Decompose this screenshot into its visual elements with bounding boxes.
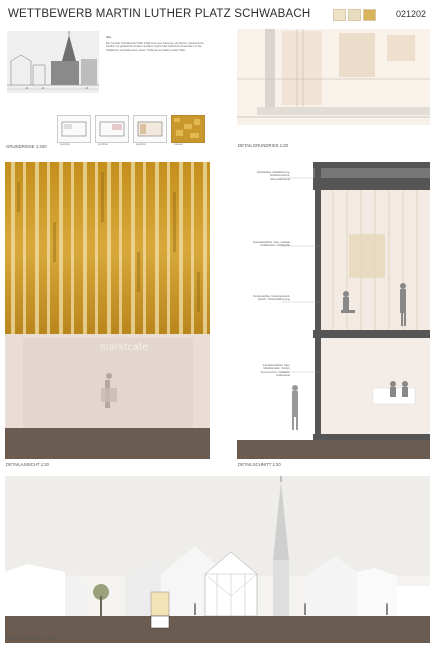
swatch-icon — [348, 9, 361, 21]
annotation-facade-lower: Fassadenaufbau: Glas, Metalllamellen, Sockel, Sonnenschutz, Gebäude-Außenwand — [260, 364, 290, 377]
thumb-caption: material — [174, 143, 183, 146]
label-detailgrundriss: DETAILGRUNDRISS 1:20 — [238, 143, 289, 148]
thumb-caption: grundriss — [60, 143, 70, 146]
label-detailschnitt: DETAILSCHNITT 1:20 — [238, 462, 281, 467]
page-title: WETTBEWERB MARTIN LUTHER PLATZ SCHWABACH — [8, 8, 311, 20]
project-number: 021202 — [396, 9, 427, 19]
floor-plan-thumb — [133, 115, 167, 143]
annotation-roof: Dachaufbau: Metalldeckung, Stahlbetondecke, Wärmedämmung — [257, 171, 290, 181]
detail-section — [237, 162, 430, 459]
thumb-caption: grundriss — [136, 143, 146, 146]
annotation-floor: Deckenaufbau: Industrieparkett, Estrich, Trittschalldämmung — [253, 295, 290, 302]
text-body: Der zentrale Schwabacher Platz erhält eine neue Fassung: ein leichter, transparenter Pavillon mit goldschimmernden Lamellen ergänzt das historische Ensemble um die Stadtkirche und bildet einen neuen Treffpunkt am Martin Luther Platz. — [106, 42, 204, 52]
floor-plan-thumb — [57, 115, 91, 143]
detail-floor-plan — [237, 29, 430, 137]
thumb-caption: grundriss — [98, 143, 108, 146]
detail-elevation — [5, 162, 210, 459]
label-schnittansicht: SCHNITTANSICHT 1:200 — [6, 636, 56, 641]
gold-material-sample — [171, 115, 205, 143]
label-grundrisse: GRUNDRISSE 1:200 — [6, 144, 47, 149]
marktcafe-signage: marktcafe — [100, 342, 149, 353]
church-etching-image — [7, 31, 99, 93]
section-elevation — [5, 476, 430, 643]
text-heading: Idee — [106, 36, 112, 39]
swatch-icon — [333, 9, 346, 21]
annotation-facade: Fassadenaufbau: Glas, vertikale Goldlamellen, Stahlprofile — [252, 241, 290, 248]
label-detailansicht: DETAILANSICHT 1:20 — [6, 462, 50, 467]
floor-plan-thumb — [95, 115, 129, 143]
swatch-icon — [363, 9, 376, 21]
